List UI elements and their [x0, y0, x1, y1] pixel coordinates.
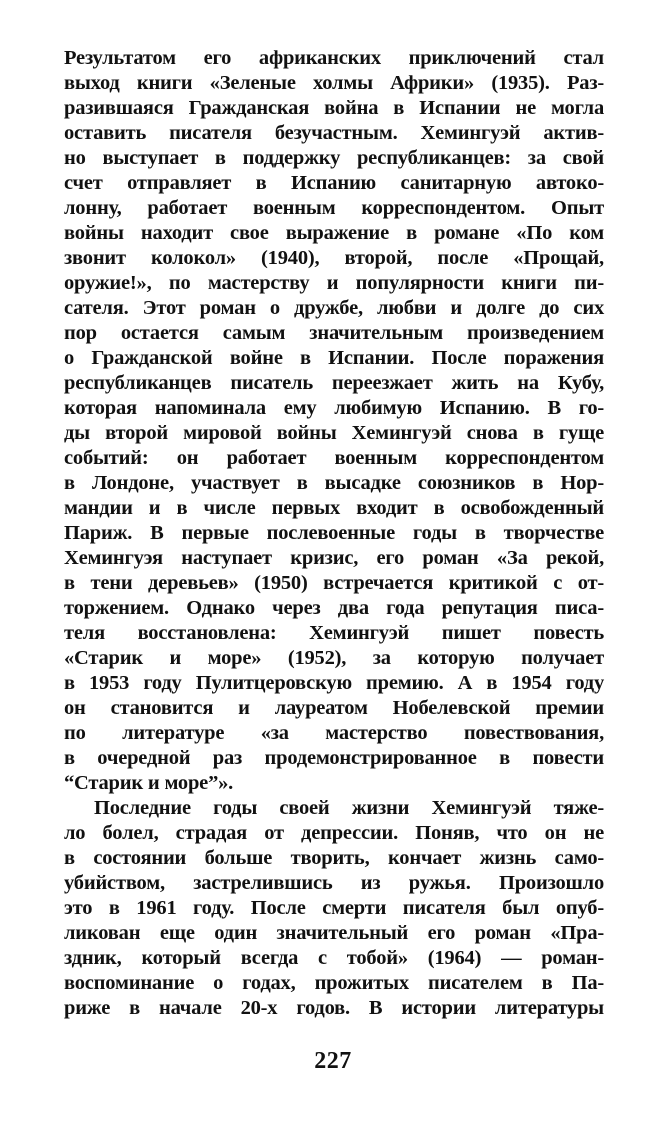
- text-line: но выступает в поддержку республиканцев: за свой: [64, 147, 604, 169]
- text-line: республиканцев писатель переезжает жить на Кубу,: [64, 372, 604, 394]
- paragraph-1: [64, 46, 604, 796]
- text-line: в 1953 году Пулитцеровскую премию. А в 1954 году: [64, 672, 604, 694]
- text-line: Хемингуэя наступает кризис, его роман «За рекой,: [64, 547, 604, 569]
- text-line: Последние годы своей жизни Хемингуэй тяже-: [94, 797, 604, 819]
- text-line: Результатом его африканских приключений стал: [64, 47, 604, 69]
- text-line: “Старик и море”».: [64, 772, 234, 794]
- text-line: сателя. Этот роман о дружбе, любви и долге до сих: [64, 297, 604, 319]
- text-line: ликован еще один значительный его роман «Пра-: [64, 922, 604, 944]
- text-line: выход книги «Зеленые холмы Африки» (1935). Раз-: [64, 72, 604, 94]
- text-line: звонит колокол» (1940), второй, после «Прощай,: [64, 247, 604, 269]
- text-line: разившаяся Гражданская война в Испании не могла: [64, 97, 604, 119]
- text-line: торжением. Однако через два года репутация писа-: [64, 597, 604, 619]
- text-line: это в 1961 году. После смерти писателя был опуб-: [64, 897, 604, 919]
- text-line: Париж. В первые послевоенные годы в творчестве: [64, 522, 604, 544]
- text-line: ды второй мировой войны Хемингуэй снова в гуще: [64, 422, 604, 444]
- text-line: в тени деревьев» (1950) встречается критикой с от-: [64, 572, 604, 594]
- text-line: «Старик и море» (1952), за которую получает: [64, 647, 604, 669]
- text-line: лонну, работает военным корреспондентом. Опыт: [64, 197, 604, 219]
- page-body: [64, 46, 604, 1021]
- paragraph-2: [64, 796, 604, 1021]
- text-line: пор остается самым значительным произведением: [64, 322, 604, 344]
- page-number: 227: [314, 1048, 352, 1074]
- text-line: счет отправляет в Испанию санитарную автоко-: [64, 172, 604, 194]
- text-line: в очередной раз продемонстрированное в повести: [64, 747, 604, 769]
- text-line: в состоянии больше творить, кончает жизнь само-: [64, 847, 604, 869]
- text-line: оставить писателя безучастным. Хемингуэй актив-: [64, 122, 604, 144]
- text-line: убийством, застрелившись из ружья. Произошло: [64, 872, 604, 894]
- text-line: здник, который всегда с тобой» (1964) — роман-: [64, 947, 604, 969]
- text-line: теля восстановлена: Хемингуэй пишет повесть: [64, 622, 604, 644]
- text-line: событий: он работает военным корреспондентом: [64, 447, 604, 469]
- text-line: о Гражданской войне в Испании. После поражения: [64, 347, 604, 369]
- text-line: риже в начале 20-х годов. В истории литературы: [64, 997, 604, 1019]
- text-line: воспоминание о годах, прожитых писателем в Па-: [64, 972, 604, 994]
- text-line: ло болел, страдая от депрессии. Поняв, что он не: [64, 822, 604, 844]
- text-line: мандии и в числе первых входит в освобожденный: [64, 497, 604, 519]
- text-line: оружие!», по мастерству и популярности книги пи-: [64, 272, 604, 294]
- text-line: в Лондоне, участвует в высадке союзников в Нор-: [64, 472, 604, 494]
- text-line: войны находит свое выражение в романе «По ком: [64, 222, 604, 244]
- text-line: он становится и лауреатом Нобелевской премии: [64, 697, 604, 719]
- text-line: которая напоминала ему любимую Испанию. В го-: [64, 397, 604, 419]
- text-line: по литературе «за мастерство повествования,: [64, 722, 604, 744]
